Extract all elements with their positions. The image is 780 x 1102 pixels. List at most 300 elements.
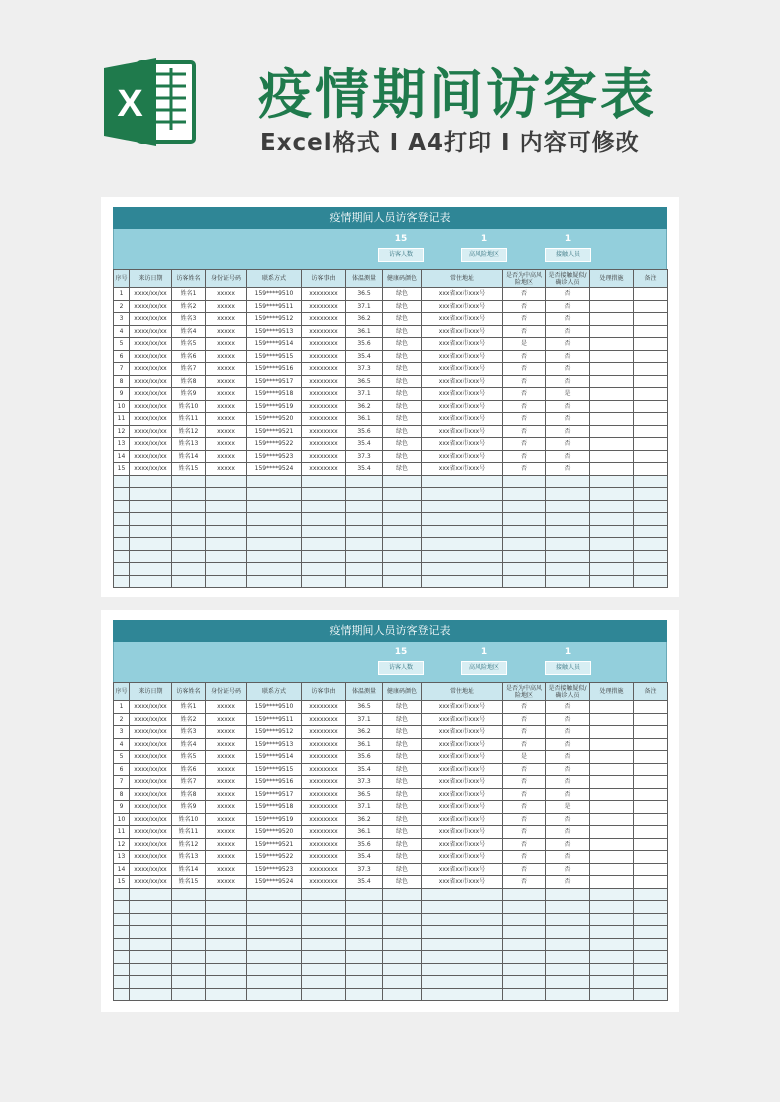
table-cell-contact: 159****9517 bbox=[247, 788, 302, 801]
empty-cell bbox=[130, 913, 172, 926]
table-cell-temperature: 36.2 bbox=[346, 813, 383, 826]
empty-cell bbox=[590, 488, 634, 501]
table-cell-temperature: 37.3 bbox=[346, 863, 383, 876]
empty-cell bbox=[590, 951, 634, 964]
table-cell-contact: 159****9520 bbox=[247, 413, 302, 426]
table-cell-reason: xxxxxxxx bbox=[302, 751, 346, 764]
table-cell-contact: 159****9518 bbox=[247, 388, 302, 401]
empty-row bbox=[114, 913, 668, 926]
table-cell-contact-suspected: 否 bbox=[546, 838, 590, 851]
empty-cell bbox=[383, 550, 422, 563]
table-cell-visit-date: xxxx/xx/xx bbox=[130, 826, 172, 839]
table-cell-high-risk: 否 bbox=[503, 300, 546, 313]
column-header-index: 序号 bbox=[114, 270, 130, 288]
table-cell-reason: xxxxxxxx bbox=[302, 313, 346, 326]
table-row bbox=[114, 425, 668, 438]
table-cell-measures bbox=[590, 826, 634, 839]
table-cell-temperature: 36.1 bbox=[346, 413, 383, 426]
empty-cell bbox=[546, 513, 590, 526]
table-cell-measures bbox=[590, 701, 634, 714]
empty-cell bbox=[206, 500, 247, 513]
empty-cell bbox=[206, 475, 247, 488]
empty-cell bbox=[130, 550, 172, 563]
empty-cell bbox=[346, 475, 383, 488]
empty-cell bbox=[247, 475, 302, 488]
table-cell-measures bbox=[590, 288, 634, 301]
empty-cell bbox=[172, 938, 206, 951]
empty-cell bbox=[590, 513, 634, 526]
empty-cell bbox=[346, 938, 383, 951]
table-cell-visitor-name: 姓名12 bbox=[172, 425, 206, 438]
table-cell-measures bbox=[590, 388, 634, 401]
empty-cell bbox=[130, 563, 172, 576]
table-cell-remarks bbox=[634, 751, 668, 764]
empty-cell bbox=[590, 888, 634, 901]
table-cell-temperature: 35.6 bbox=[346, 338, 383, 351]
table-cell-high-risk: 否 bbox=[503, 450, 546, 463]
table-cell-address: xxx省xx市xxx号 bbox=[422, 350, 503, 363]
table-cell-address: xxx省xx市xxx号 bbox=[422, 463, 503, 476]
table-cell-health-code: 绿色 bbox=[383, 838, 422, 851]
empty-cell bbox=[383, 538, 422, 551]
table-cell-visit-date: xxxx/xx/xx bbox=[130, 726, 172, 739]
empty-cell bbox=[346, 488, 383, 501]
table-cell-index: 12 bbox=[114, 425, 130, 438]
empty-cell bbox=[422, 976, 503, 989]
table-cell-health-code: 绿色 bbox=[383, 876, 422, 889]
column-header-remarks: 备注 bbox=[634, 270, 668, 288]
table-cell-contact: 159****9517 bbox=[247, 375, 302, 388]
empty-cell bbox=[346, 913, 383, 926]
table-cell-high-risk: 是 bbox=[503, 751, 546, 764]
empty-cell bbox=[302, 575, 346, 588]
empty-cell bbox=[590, 563, 634, 576]
empty-cell bbox=[503, 988, 546, 1001]
empty-cell bbox=[206, 926, 247, 939]
table-cell-contact-suspected: 否 bbox=[546, 313, 590, 326]
table-row bbox=[114, 325, 668, 338]
empty-cell bbox=[546, 951, 590, 964]
table-cell-contact: 159****9519 bbox=[247, 813, 302, 826]
table-cell-health-code: 绿色 bbox=[383, 450, 422, 463]
column-header-contact-suspected: 是否接触疑似/确诊人员 bbox=[546, 270, 590, 288]
table-cell-visit-date: xxxx/xx/xx bbox=[130, 713, 172, 726]
empty-cell bbox=[172, 888, 206, 901]
table-cell-health-code: 绿色 bbox=[383, 463, 422, 476]
table-cell-reason: xxxxxxxx bbox=[302, 713, 346, 726]
table-cell-remarks bbox=[634, 813, 668, 826]
table-cell-remarks bbox=[634, 876, 668, 889]
column-header-address: 常住地址 bbox=[422, 270, 503, 288]
table-cell-remarks bbox=[634, 726, 668, 739]
table-cell-index: 11 bbox=[114, 413, 130, 426]
table-row bbox=[114, 363, 668, 376]
empty-row bbox=[114, 488, 668, 501]
empty-cell bbox=[546, 976, 590, 989]
table-cell-measures bbox=[590, 450, 634, 463]
table-cell-health-code: 绿色 bbox=[383, 851, 422, 864]
stat-value: 1 bbox=[564, 234, 572, 244]
table-cell-index: 12 bbox=[114, 838, 130, 851]
empty-cell bbox=[422, 926, 503, 939]
empty-cell bbox=[503, 500, 546, 513]
table-cell-remarks bbox=[634, 350, 668, 363]
table-cell-reason: xxxxxxxx bbox=[302, 425, 346, 438]
column-header-health-code: 健康码颜色 bbox=[383, 683, 422, 701]
table-cell-contact-suspected: 否 bbox=[546, 751, 590, 764]
empty-cell bbox=[422, 888, 503, 901]
table-cell-id-number: xxxxx bbox=[206, 701, 247, 714]
empty-cell bbox=[114, 976, 130, 989]
table-cell-visitor-name: 姓名12 bbox=[172, 838, 206, 851]
table-cell-visitor-name: 姓名3 bbox=[172, 313, 206, 326]
table-cell-index: 6 bbox=[114, 763, 130, 776]
table-cell-visitor-name: 姓名8 bbox=[172, 375, 206, 388]
empty-cell bbox=[130, 926, 172, 939]
empty-cell bbox=[546, 901, 590, 914]
empty-cell bbox=[422, 988, 503, 1001]
stat-label: 接触人员 bbox=[545, 661, 591, 675]
column-header-id-number: 身份证号码 bbox=[206, 270, 247, 288]
empty-cell bbox=[383, 913, 422, 926]
empty-cell bbox=[130, 888, 172, 901]
table-cell-id-number: xxxxx bbox=[206, 838, 247, 851]
table-cell-contact: 159****9513 bbox=[247, 738, 302, 751]
table-cell-visit-date: xxxx/xx/xx bbox=[130, 776, 172, 789]
table-cell-visit-date: xxxx/xx/xx bbox=[130, 801, 172, 814]
column-header-contact: 联系方式 bbox=[247, 270, 302, 288]
table-cell-high-risk: 否 bbox=[503, 388, 546, 401]
empty-cell bbox=[302, 563, 346, 576]
empty-cell bbox=[503, 550, 546, 563]
table-cell-temperature: 35.4 bbox=[346, 851, 383, 864]
column-header-reason: 访客事由 bbox=[302, 270, 346, 288]
empty-cell bbox=[172, 913, 206, 926]
empty-cell bbox=[590, 913, 634, 926]
table-cell-health-code: 绿色 bbox=[383, 813, 422, 826]
table-cell-visitor-name: 姓名11 bbox=[172, 826, 206, 839]
stat-visitor-count bbox=[370, 646, 432, 675]
table-cell-remarks bbox=[634, 851, 668, 864]
table-cell-measures bbox=[590, 776, 634, 789]
table-cell-temperature: 36.1 bbox=[346, 738, 383, 751]
empty-cell bbox=[546, 988, 590, 1001]
empty-cell bbox=[383, 926, 422, 939]
empty-cell bbox=[634, 538, 668, 551]
table-cell-temperature: 37.1 bbox=[346, 713, 383, 726]
stat-label: 访客人数 bbox=[378, 661, 424, 675]
page-title: 疫情期间访客表 bbox=[258, 63, 657, 126]
empty-cell bbox=[383, 888, 422, 901]
table-cell-contact-suspected: 是 bbox=[546, 801, 590, 814]
table-cell-id-number: xxxxx bbox=[206, 713, 247, 726]
table-cell-address: xxx省xx市xxx号 bbox=[422, 300, 503, 313]
table-cell-visit-date: xxxx/xx/xx bbox=[130, 388, 172, 401]
table-cell-measures bbox=[590, 751, 634, 764]
table-cell-measures bbox=[590, 375, 634, 388]
table-cell-address: xxx省xx市xxx号 bbox=[422, 838, 503, 851]
table-cell-visitor-name: 姓名5 bbox=[172, 338, 206, 351]
stat-label: 访客人数 bbox=[378, 248, 424, 262]
table-cell-id-number: xxxxx bbox=[206, 751, 247, 764]
table-cell-address: xxx省xx市xxx号 bbox=[422, 863, 503, 876]
table-cell-measures bbox=[590, 863, 634, 876]
empty-cell bbox=[130, 513, 172, 526]
empty-cell bbox=[172, 500, 206, 513]
column-header-measures: 处理措施 bbox=[590, 270, 634, 288]
table-cell-contact-suspected: 否 bbox=[546, 463, 590, 476]
empty-cell bbox=[346, 500, 383, 513]
empty-cell bbox=[302, 988, 346, 1001]
empty-cell bbox=[383, 988, 422, 1001]
table-cell-index: 4 bbox=[114, 325, 130, 338]
empty-cell bbox=[422, 550, 503, 563]
table-cell-measures bbox=[590, 801, 634, 814]
empty-cell bbox=[383, 976, 422, 989]
empty-cell bbox=[503, 575, 546, 588]
table-cell-high-risk: 否 bbox=[503, 463, 546, 476]
table-cell-contact-suspected: 否 bbox=[546, 876, 590, 889]
table-cell-temperature: 35.6 bbox=[346, 751, 383, 764]
table-cell-id-number: xxxxx bbox=[206, 313, 247, 326]
table-cell-remarks bbox=[634, 325, 668, 338]
table-cell-high-risk: 否 bbox=[503, 851, 546, 864]
empty-cell bbox=[383, 575, 422, 588]
table-cell-remarks bbox=[634, 438, 668, 451]
empty-row bbox=[114, 500, 668, 513]
table-cell-temperature: 37.3 bbox=[346, 363, 383, 376]
sheet-title: 疫情期间人员访客登记表 bbox=[113, 207, 667, 229]
table-cell-reason: xxxxxxxx bbox=[302, 288, 346, 301]
table-cell-temperature: 35.4 bbox=[346, 763, 383, 776]
table-cell-contact-suspected: 否 bbox=[546, 300, 590, 313]
table-cell-contact: 159****9521 bbox=[247, 838, 302, 851]
table-cell-index: 10 bbox=[114, 813, 130, 826]
empty-cell bbox=[503, 963, 546, 976]
table-cell-contact-suspected: 否 bbox=[546, 350, 590, 363]
table-cell-address: xxx省xx市xxx号 bbox=[422, 751, 503, 764]
table-cell-address: xxx省xx市xxx号 bbox=[422, 363, 503, 376]
empty-cell bbox=[206, 951, 247, 964]
empty-cell bbox=[247, 550, 302, 563]
table-cell-temperature: 37.3 bbox=[346, 450, 383, 463]
stat-value: 1 bbox=[564, 647, 572, 657]
table-cell-id-number: xxxxx bbox=[206, 388, 247, 401]
table-cell-address: xxx省xx市xxx号 bbox=[422, 425, 503, 438]
table-cell-visitor-name: 姓名2 bbox=[172, 300, 206, 313]
table-cell-visit-date: xxxx/xx/xx bbox=[130, 876, 172, 889]
empty-cell bbox=[130, 938, 172, 951]
empty-cell bbox=[114, 475, 130, 488]
table-row bbox=[114, 388, 668, 401]
table-cell-index: 5 bbox=[114, 751, 130, 764]
stat-high-risk-area bbox=[453, 233, 515, 262]
table-cell-visitor-name: 姓名1 bbox=[172, 701, 206, 714]
table-cell-id-number: xxxxx bbox=[206, 738, 247, 751]
table-cell-index: 13 bbox=[114, 851, 130, 864]
empty-cell bbox=[503, 513, 546, 526]
empty-cell bbox=[383, 951, 422, 964]
table-cell-index: 11 bbox=[114, 826, 130, 839]
table-cell-visit-date: xxxx/xx/xx bbox=[130, 763, 172, 776]
table-cell-measures bbox=[590, 425, 634, 438]
table-cell-index: 8 bbox=[114, 788, 130, 801]
table-cell-reason: xxxxxxxx bbox=[302, 463, 346, 476]
empty-cell bbox=[206, 913, 247, 926]
table-cell-address: xxx省xx市xxx号 bbox=[422, 413, 503, 426]
table-cell-id-number: xxxxx bbox=[206, 763, 247, 776]
table-cell-high-risk: 否 bbox=[503, 713, 546, 726]
empty-cell bbox=[634, 525, 668, 538]
table-cell-health-code: 绿色 bbox=[383, 738, 422, 751]
table-cell-health-code: 绿色 bbox=[383, 826, 422, 839]
empty-cell bbox=[247, 513, 302, 526]
table-cell-remarks bbox=[634, 801, 668, 814]
table-row bbox=[114, 438, 668, 451]
empty-row bbox=[114, 988, 668, 1001]
table-cell-visitor-name: 姓名7 bbox=[172, 363, 206, 376]
empty-row bbox=[114, 550, 668, 563]
table-cell-health-code: 绿色 bbox=[383, 413, 422, 426]
empty-cell bbox=[590, 538, 634, 551]
table-row bbox=[114, 450, 668, 463]
table-cell-measures bbox=[590, 838, 634, 851]
column-header-measures: 处理措施 bbox=[590, 683, 634, 701]
table-cell-contact-suspected: 否 bbox=[546, 701, 590, 714]
table-cell-remarks bbox=[634, 788, 668, 801]
empty-cell bbox=[114, 901, 130, 914]
table-cell-high-risk: 否 bbox=[503, 325, 546, 338]
table-cell-visitor-name: 姓名13 bbox=[172, 851, 206, 864]
empty-cell bbox=[503, 901, 546, 914]
table-cell-reason: xxxxxxxx bbox=[302, 350, 346, 363]
table-cell-contact-suspected: 否 bbox=[546, 788, 590, 801]
table-cell-reason: xxxxxxxx bbox=[302, 438, 346, 451]
table-cell-visit-date: xxxx/xx/xx bbox=[130, 751, 172, 764]
empty-cell bbox=[206, 976, 247, 989]
table-cell-index: 7 bbox=[114, 363, 130, 376]
table-cell-measures bbox=[590, 813, 634, 826]
table-cell-visit-date: xxxx/xx/xx bbox=[130, 851, 172, 864]
table-cell-contact: 159****9512 bbox=[247, 726, 302, 739]
empty-cell bbox=[172, 951, 206, 964]
empty-row bbox=[114, 926, 668, 939]
table-cell-remarks bbox=[634, 776, 668, 789]
table-row bbox=[114, 300, 668, 313]
table-cell-remarks bbox=[634, 400, 668, 413]
table-row bbox=[114, 876, 668, 889]
table-cell-visitor-name: 姓名14 bbox=[172, 450, 206, 463]
column-header-visitor-name: 访客姓名 bbox=[172, 270, 206, 288]
empty-cell bbox=[546, 550, 590, 563]
table-cell-contact: 159****9522 bbox=[247, 851, 302, 864]
table-cell-measures bbox=[590, 300, 634, 313]
table-cell-measures bbox=[590, 713, 634, 726]
table-cell-measures bbox=[590, 400, 634, 413]
table-cell-reason: xxxxxxxx bbox=[302, 388, 346, 401]
table-cell-measures bbox=[590, 350, 634, 363]
table-cell-contact: 159****9510 bbox=[247, 288, 302, 301]
table-cell-visit-date: xxxx/xx/xx bbox=[130, 363, 172, 376]
stat-value: 15 bbox=[394, 234, 408, 244]
table-cell-index: 8 bbox=[114, 375, 130, 388]
table-cell-contact-suspected: 否 bbox=[546, 813, 590, 826]
table-cell-id-number: xxxxx bbox=[206, 801, 247, 814]
table-cell-measures bbox=[590, 313, 634, 326]
empty-cell bbox=[114, 951, 130, 964]
table-cell-health-code: 绿色 bbox=[383, 776, 422, 789]
empty-cell bbox=[422, 563, 503, 576]
table-cell-remarks bbox=[634, 375, 668, 388]
sheet-title: 疫情期间人员访客登记表 bbox=[113, 620, 667, 642]
table-row bbox=[114, 463, 668, 476]
empty-cell bbox=[383, 525, 422, 538]
table-row bbox=[114, 350, 668, 363]
empty-cell bbox=[206, 888, 247, 901]
table-row bbox=[114, 288, 668, 301]
empty-cell bbox=[206, 901, 247, 914]
empty-cell bbox=[302, 550, 346, 563]
empty-cell bbox=[302, 525, 346, 538]
empty-cell bbox=[422, 575, 503, 588]
table-cell-measures bbox=[590, 876, 634, 889]
table-cell-reason: xxxxxxxx bbox=[302, 325, 346, 338]
table-header-row bbox=[114, 683, 668, 701]
empty-cell bbox=[346, 951, 383, 964]
empty-cell bbox=[114, 938, 130, 951]
empty-cell bbox=[346, 550, 383, 563]
table-cell-temperature: 35.4 bbox=[346, 438, 383, 451]
column-header-remarks: 备注 bbox=[634, 683, 668, 701]
table-cell-reason: xxxxxxxx bbox=[302, 413, 346, 426]
table-cell-health-code: 绿色 bbox=[383, 288, 422, 301]
table-cell-contact: 159****9516 bbox=[247, 363, 302, 376]
stat-value: 15 bbox=[394, 647, 408, 657]
empty-cell bbox=[247, 938, 302, 951]
empty-cell bbox=[130, 488, 172, 501]
table-cell-contact: 159****9514 bbox=[247, 751, 302, 764]
table-cell-visitor-name: 姓名2 bbox=[172, 713, 206, 726]
table-row bbox=[114, 726, 668, 739]
document-header bbox=[0, 0, 780, 185]
stat-high-risk-area bbox=[453, 646, 515, 675]
empty-cell bbox=[346, 575, 383, 588]
table-cell-health-code: 绿色 bbox=[383, 325, 422, 338]
table-cell-visitor-name: 姓名8 bbox=[172, 788, 206, 801]
table-cell-reason: xxxxxxxx bbox=[302, 338, 346, 351]
stat-value: 1 bbox=[480, 234, 488, 244]
table-cell-health-code: 绿色 bbox=[383, 788, 422, 801]
empty-row bbox=[114, 938, 668, 951]
empty-cell bbox=[130, 538, 172, 551]
table-cell-contact-suspected: 否 bbox=[546, 826, 590, 839]
table-cell-visit-date: xxxx/xx/xx bbox=[130, 375, 172, 388]
table-row bbox=[114, 313, 668, 326]
excel-logo bbox=[100, 52, 200, 152]
empty-cell bbox=[130, 963, 172, 976]
table-cell-remarks bbox=[634, 288, 668, 301]
empty-cell bbox=[346, 525, 383, 538]
column-header-visit-date: 来访日期 bbox=[130, 270, 172, 288]
column-header-temperature: 体温测量 bbox=[346, 683, 383, 701]
empty-row bbox=[114, 563, 668, 576]
column-header-visit-date: 来访日期 bbox=[130, 683, 172, 701]
empty-cell bbox=[346, 888, 383, 901]
empty-cell bbox=[247, 575, 302, 588]
table-cell-visit-date: xxxx/xx/xx bbox=[130, 838, 172, 851]
table-cell-index: 7 bbox=[114, 776, 130, 789]
table-cell-address: xxx省xx市xxx号 bbox=[422, 400, 503, 413]
